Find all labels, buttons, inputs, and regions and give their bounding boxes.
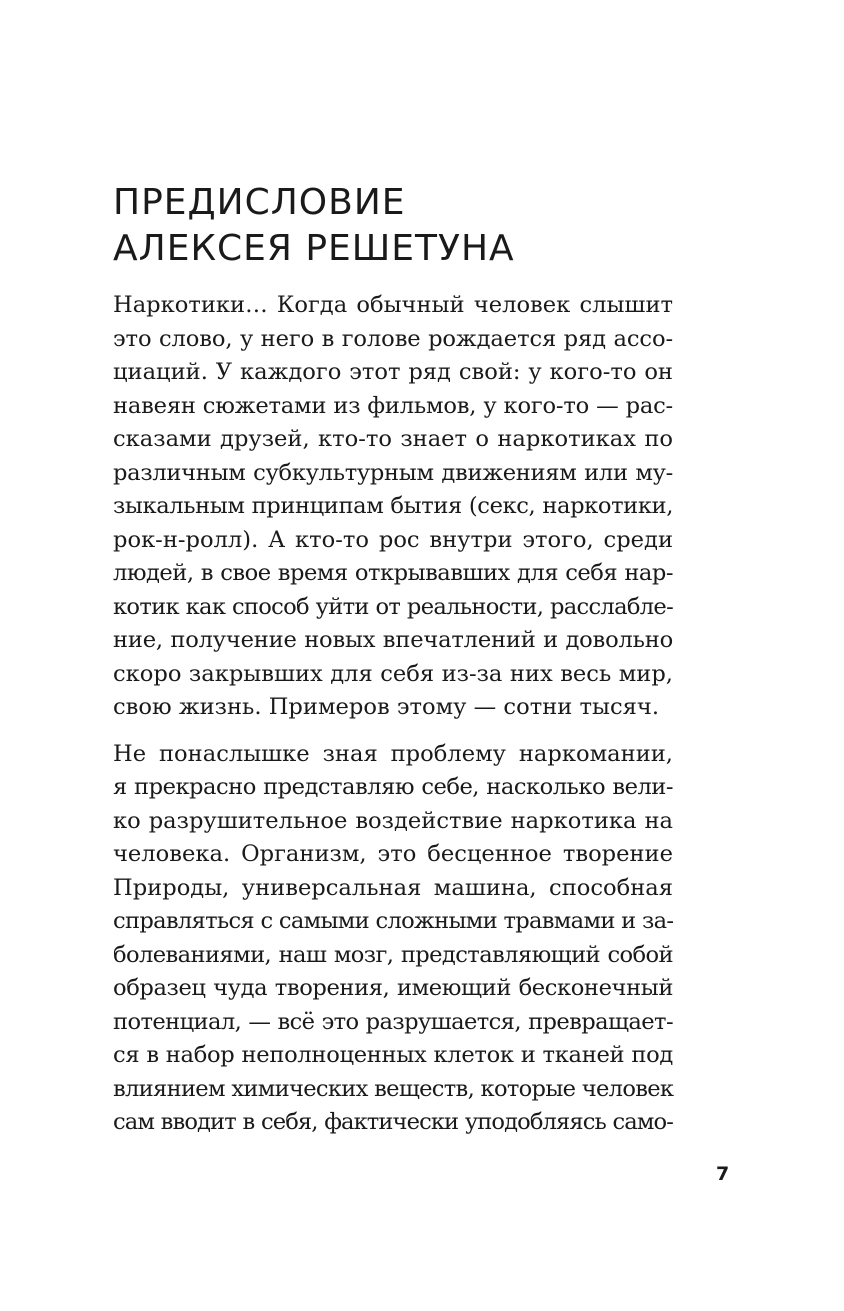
text-line: навеян сюжетами из фильмов, у кого-то — рас- xyxy=(113,392,673,419)
text-line: рок-н-ролл). А кто-то рос внутри этого, среди xyxy=(113,526,673,553)
text-line: Не понаслышке зная проблему наркомании, xyxy=(113,740,673,767)
text-line: людей, в свое время открывавших для себя нар- xyxy=(113,560,673,586)
text-line: котик как способ уйти от реальности, расслабле- xyxy=(113,593,673,620)
text-line: болеваниями, наш мозг, представляющий собой xyxy=(113,941,673,968)
text-line: это слово, у него в голове рождается ряд ассо- xyxy=(113,325,673,352)
text-line: ние, получение новых впечатлений и довольно xyxy=(113,627,673,653)
text-line: сам вводит в себя, фактически уподобляясь само- xyxy=(113,1109,673,1135)
text-line: справляться с самыми сложными травмами и за- xyxy=(113,908,674,934)
text-line: образец чуда творения, имеющий бесконечный xyxy=(113,975,673,1001)
text-line: сказами друзей, кто-то знает о наркотиках по xyxy=(113,426,673,452)
body-text xyxy=(113,289,673,1153)
text-line: зыкальным принципам бытия (секс, наркотики, xyxy=(113,493,673,519)
heading-line-1: ПРЕДИСЛОВИЕ xyxy=(113,182,406,223)
text-line: я прекрасно представляю себе, насколько вели- xyxy=(113,774,673,800)
text-line: ко разрушительное воздействие наркотика на xyxy=(113,807,673,834)
text-line: свою жизнь. Примеров этому — сотни тысяч. xyxy=(113,694,660,720)
text-line: Наркотики… Когда обычный человек слышит xyxy=(113,292,673,318)
text-line: человека. Организм, это бесценное творение xyxy=(113,841,673,867)
chapter-heading xyxy=(113,180,733,272)
text-line: циаций. У каждого этот ряд свой: у кого-то он xyxy=(113,359,673,385)
text-line: скоро закрывших для себя из-за них весь мир, xyxy=(113,660,673,687)
text-line: Природы, универсальная машина, способная xyxy=(113,874,673,901)
text-line: влиянием химических веществ, которые человек xyxy=(113,1075,674,1102)
text-line: различным субкультурным движениям или му- xyxy=(113,459,673,486)
paragraph-1 xyxy=(113,289,673,725)
paragraph-2 xyxy=(113,738,673,1140)
text-line: ся в набор неполноценных клеток и тканей под xyxy=(113,1042,673,1068)
text-line: потенциал, — всё это разрушается, превращает- xyxy=(113,1008,673,1035)
heading-line-2: АЛЕКСЕЯ РЕШЕТУНА xyxy=(113,228,515,269)
page-number: 7 xyxy=(716,1163,730,1185)
